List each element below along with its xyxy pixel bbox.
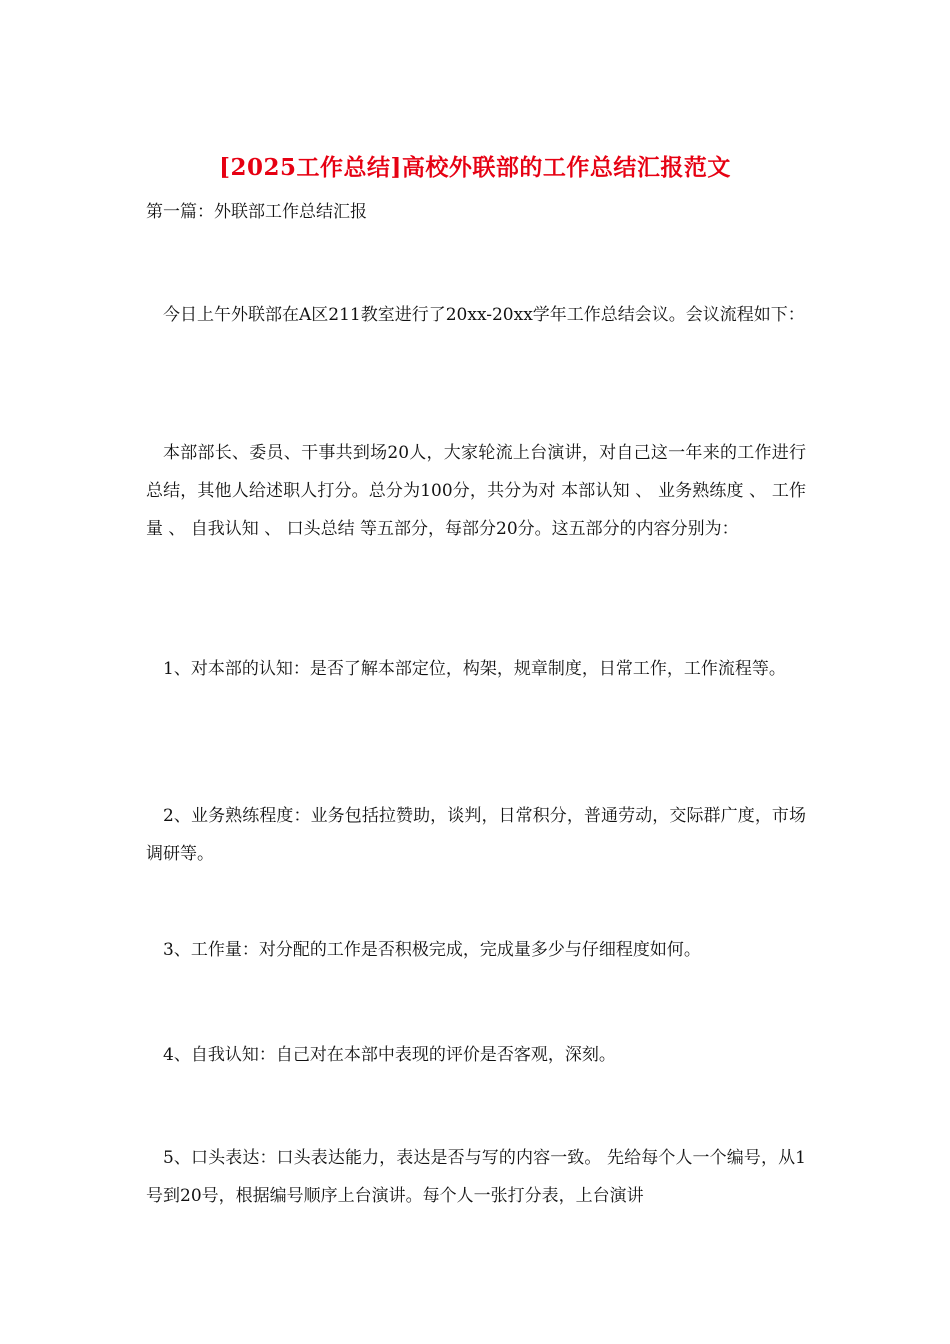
section-heading: 第一篇：外联部工作总结汇报 [146,202,367,222]
paragraph-item-2: 2、业务熟练程度：业务包括拉赞助，谈判，日常积分，普通劳动，交际群广度，市场调研等。 [146,806,806,864]
paragraph-item-5: 5、口头表达：口头表达能力，表达是否与写的内容一致。 先给每个人一个编号，从1号到20号，根据编号顺序上台演讲。每个人一张打分表，上台演讲 [146,1148,806,1206]
paragraph-item-4: 4、自我认知：自己对在本部中表现的评价是否客观，深刻。 [163,1045,616,1065]
document-title: [2025工作总结]高校外联部的工作总结汇报范文 [219,154,731,181]
paragraph-meeting-intro: 今日上午外联部在A区211教室进行了20xx-20xx学年工作总结会议。会议流程如下： [163,305,805,325]
paragraph-item-1: 1、对本部的认知：是否了解本部定位，构架，规章制度，日常工作，工作流程等。 [163,659,786,679]
paragraph-scoring-overview: 本部部长、委员、干事共到场20人，大家轮流上台演讲，对自己这一年来的工作进行总结，其他人给述职人打分。总分为100分，共分为对 本部认知 、 业务熟练度 、 工作量 、 自我认知 、 口头总结 等五部分，每部分20分。这五部分的内容分别为： [146,443,806,539]
paragraph-item-3: 3、工作量：对分配的工作是否积极完成，完成量多少与仔细程度如何。 [163,940,701,960]
